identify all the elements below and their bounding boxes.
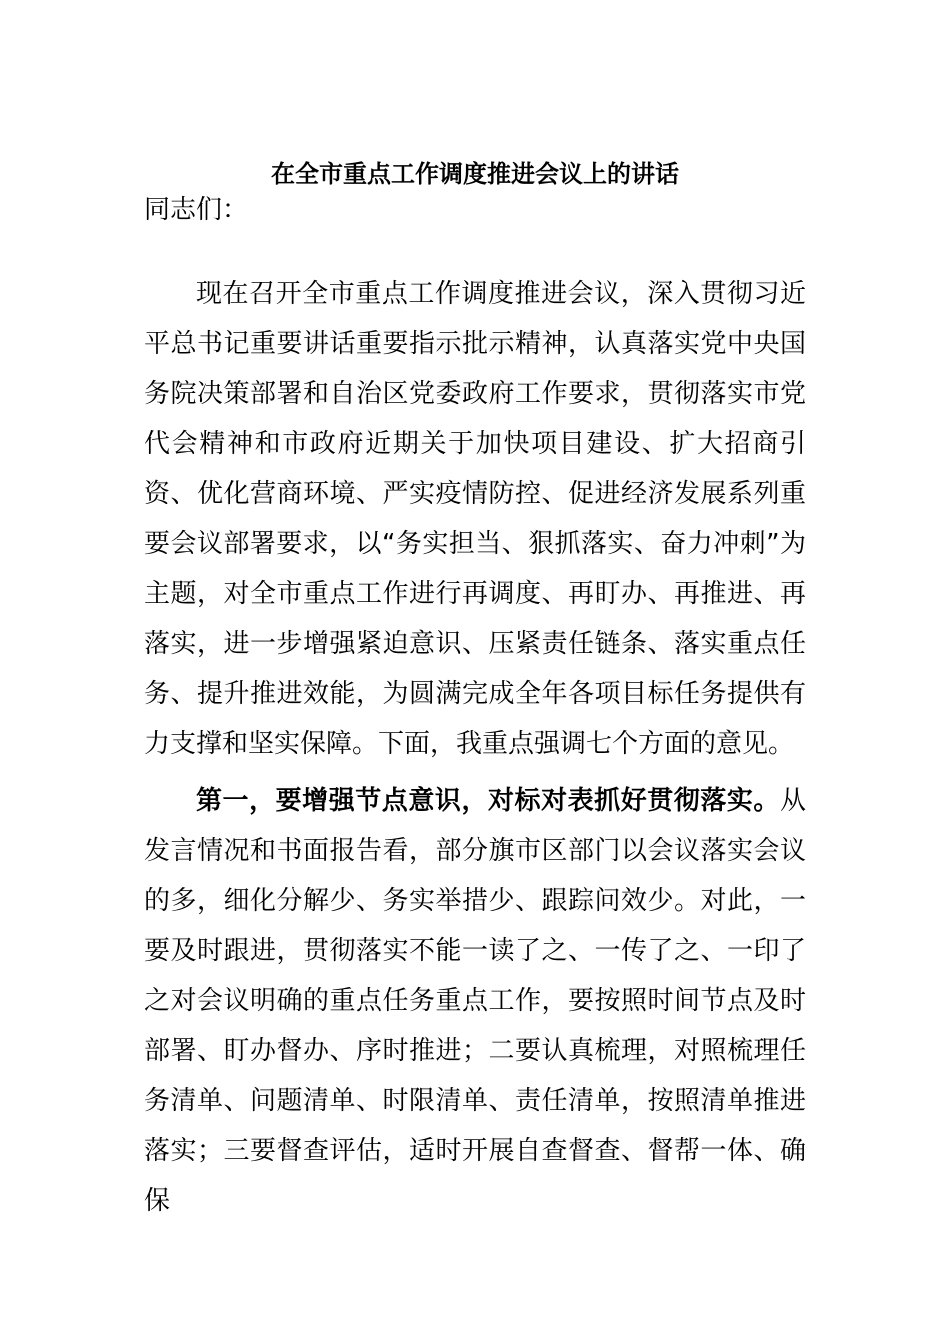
document-title: 在全市重点工作调度推进会议上的讲话 [271, 160, 679, 188]
salutation: 同志们： [144, 195, 249, 225]
paragraph-lead-heading: 第一，要增强节点意识，对标对表抓好贯彻落实。 [196, 786, 780, 816]
paragraph-intro: 现在召开全市重点工作调度推进会议，深入贯彻习近平总书记重要讲话重要指示批示精神，认真落实党中央国务院决策部署和自治区党委政府工作要求，贯彻落实市党代会精神和市政府近期关于加快项目建设、扩大招商引资、优化营商环境、严实疫情防控、促进经济发展系列重要会议部署要求，以“务实担当、狠抓落实、奋力冲刺”为主题，对全市重点工作进行再调度、再盯办、再推进、再落实，进一步增强紧迫意识、压紧责任链条、落实重点任务、提升推进效能，为圆满完成全年各项目标任务提供有力支撑和坚实保障。下面，我重点强调七个方面的意见。 [144, 279, 806, 759]
paragraph-body-text: 从发言情况和书面报告看，部分旗市区部门以会议落实会议的多，细化分解少、务实举措少、跟踪问效少。对此，一要及时跟进，贯彻落实不能一读了之、一传了之、一印了之对会议明确的重点任务重点工作，要按照时间节点及时部署、盯办督办、序时推进；二要认真梳理，对照梳理任务清单、问题清单、时限清单、责任清单，按照清单推进落实；三要督查评估，适时开展自查督查、督帮一体、确保 [144, 786, 806, 1216]
paragraph-first-point [144, 776, 806, 1226]
